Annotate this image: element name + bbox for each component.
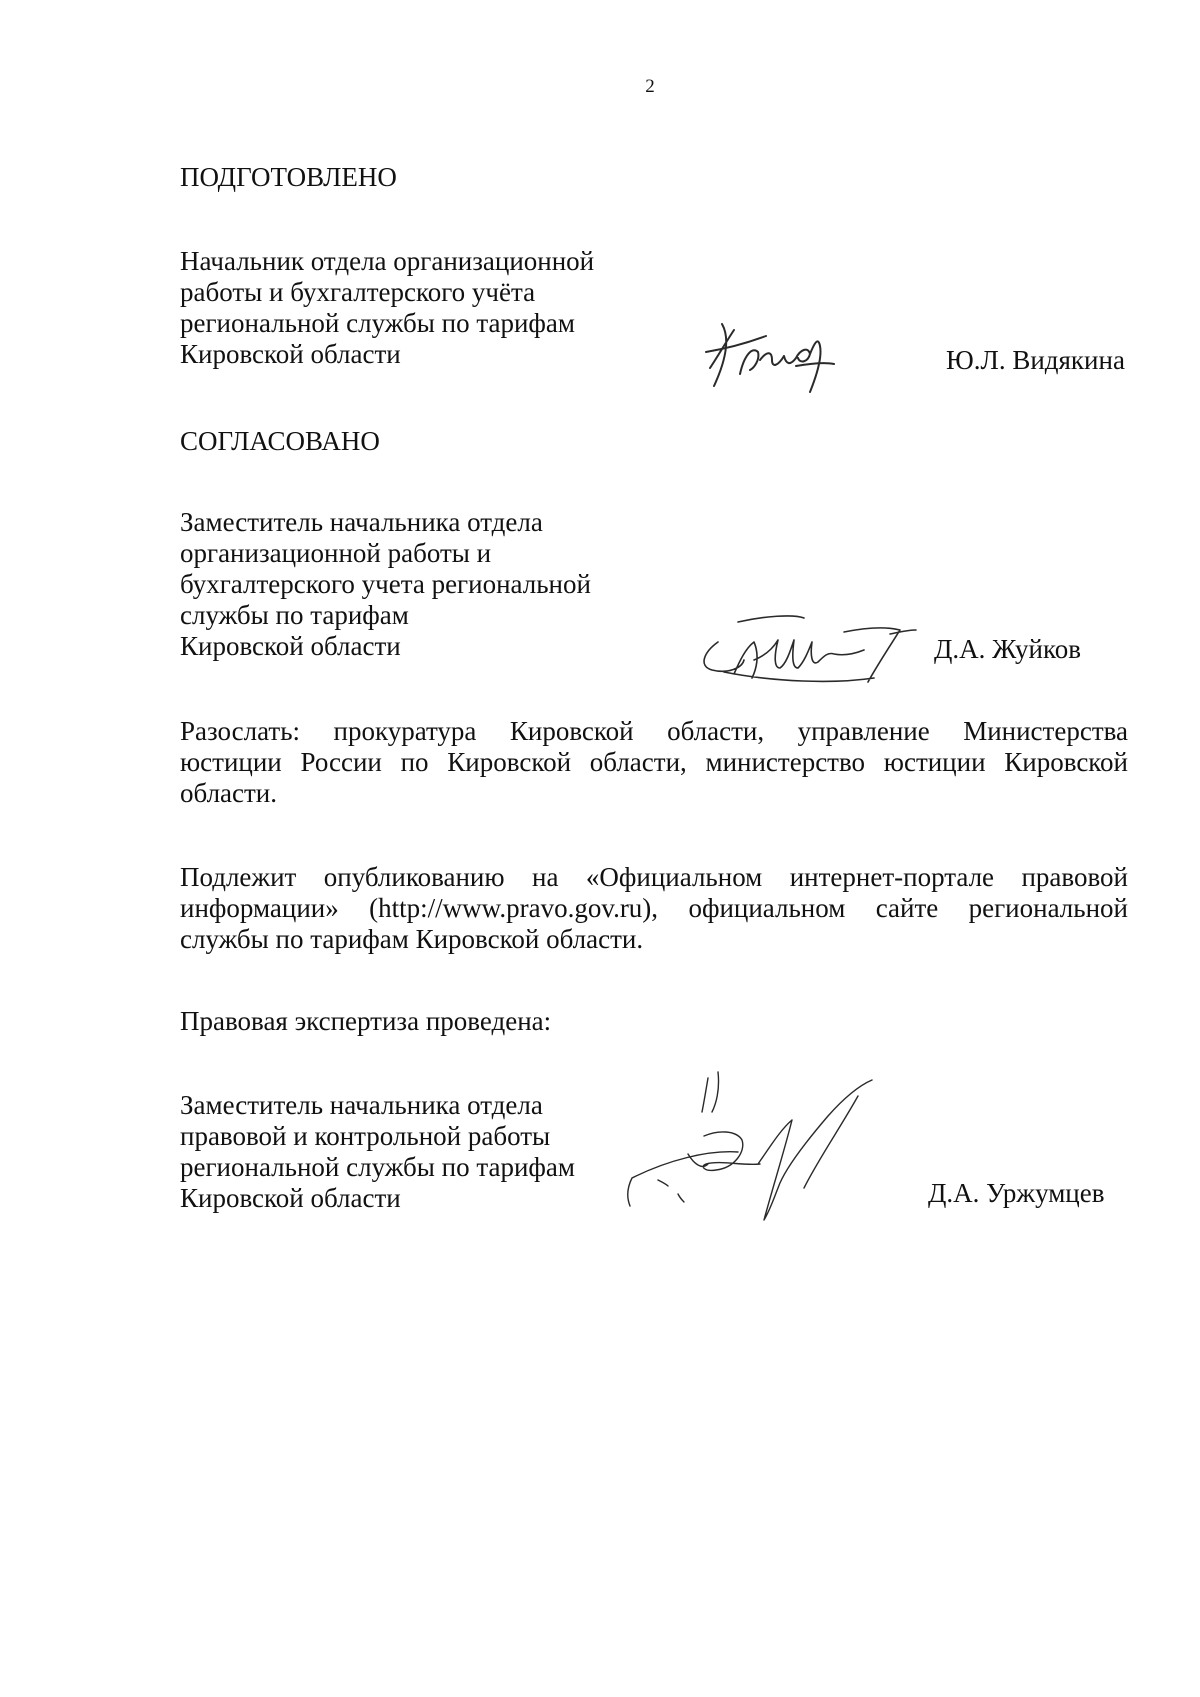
prepared-position [180, 246, 594, 370]
legal-review-heading: Правовая экспертиза проведена: [180, 1006, 552, 1036]
legal-review-signer-name: Д.А. Уржумцев [928, 1178, 1105, 1208]
publication-line: службы по тарифам Кировской области. [180, 924, 644, 954]
agreed-position-line: Заместитель начальника отдела [180, 507, 543, 537]
distribution-paragraph [180, 716, 1128, 809]
legal-review-position [180, 1090, 575, 1214]
prepared-signature-icon [700, 316, 840, 406]
agreed-position [180, 507, 591, 662]
prepared-position-line: работы и бухгалтерского учёта [180, 277, 536, 307]
distribution-line: Разослать: прокуратура Кировской области, управление Министерства [180, 716, 1128, 746]
legal-review-position-line: Заместитель начальника отдела [180, 1090, 543, 1120]
agreed-signer-name: Д.А. Жуйков [934, 634, 1081, 664]
agreed-position-line: бухгалтерского учета региональной [180, 569, 591, 599]
agreed-heading: СОГЛАСОВАНО [180, 426, 380, 456]
distribution-line: юстиции России по Кировской области, министерство юстиции Кировской [180, 747, 1128, 777]
prepared-heading: ПОДГОТОВЛЕНО [180, 162, 397, 192]
legal-review-position-line: правовой и контрольной работы [180, 1121, 551, 1151]
agreed-position-line: Кировской области [180, 631, 401, 661]
legal-review-signature-icon [608, 1060, 908, 1240]
prepared-signer-name: Ю.Л. Видякина [946, 345, 1125, 375]
agreed-position-line: службы по тарифам [180, 600, 409, 630]
prepared-position-line: Начальник отдела организационной [180, 246, 595, 276]
legal-review-position-line: региональной службы по тарифам [180, 1152, 575, 1182]
distribution-line: области. [180, 778, 278, 808]
page-number: 2 [645, 76, 655, 97]
prepared-position-line: Кировской области [180, 339, 401, 369]
publication-line: информации» (http://www.pravo.gov.ru), официальном сайте региональной [180, 893, 1128, 923]
agreed-signature-icon [694, 612, 934, 692]
prepared-position-line: региональной службы по тарифам [180, 308, 575, 338]
publication-paragraph [180, 862, 1128, 955]
legal-review-position-line: Кировской области [180, 1183, 401, 1213]
publication-line: Подлежит опубликованию на «Официальном интернет-портале правовой [180, 862, 1128, 892]
agreed-position-line: организационной работы и [180, 538, 492, 568]
